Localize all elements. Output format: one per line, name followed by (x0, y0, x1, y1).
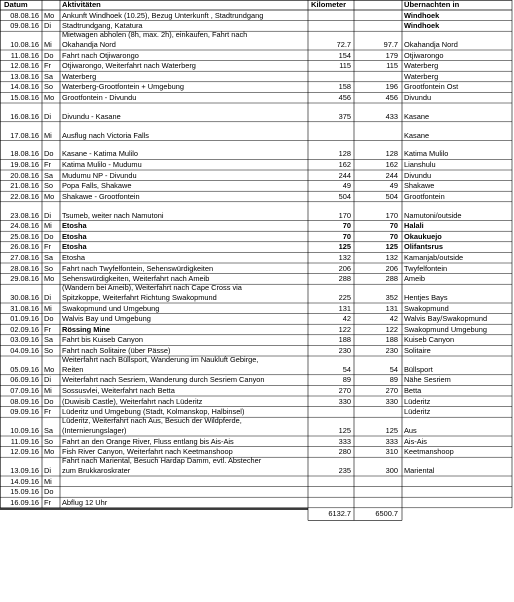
row-accommodation: Otjiwarongo (404, 51, 444, 60)
row-km-planned: 288 (338, 275, 351, 284)
row-date: 01.09.16 (10, 315, 39, 324)
row-km-planned: 170 (338, 211, 351, 220)
row-km-actual: 97.7 (383, 41, 398, 49)
row-weekday: Mi (44, 41, 52, 49)
row-weekday: Fr (44, 325, 51, 334)
row-accommodation: Okahandja Nord (404, 41, 458, 49)
row-activity: zum Brukkaroskrater (62, 467, 131, 475)
row-km-actual: 125 (385, 427, 398, 435)
row-km-actual: 270 (385, 387, 398, 395)
row-km-actual: 162 (385, 161, 398, 169)
row-km-planned (308, 132, 351, 143)
row-date: 10.08.16 (10, 41, 39, 49)
row-accommodation: Grootfontein Ost (404, 83, 459, 92)
row-date: 14.09.16 (10, 477, 39, 486)
row-km-planned: 125 (338, 427, 351, 435)
header-datum: Datum (4, 1, 28, 9)
row-activity: Sehenswürdigkeiten, Weiterfahrt nach Ameib (62, 275, 210, 284)
header-aktivitaeten: Aktivitäten (62, 1, 101, 9)
row-accommodation (404, 488, 511, 499)
row-activity: Etosha (62, 254, 86, 262)
row-accommodation: Divundu (404, 94, 432, 102)
row-date: 11.08.16 (10, 51, 39, 60)
row-km-planned: 125 (338, 243, 351, 252)
row-km-actual (354, 132, 398, 143)
row-accommodation: Katima Mulilo (404, 150, 449, 159)
row-activity: Fish River Canyon, Weiterfahrt nach Keetmanshoop (62, 448, 233, 457)
row-km-planned: 162 (338, 161, 351, 169)
row-accommodation: Shakawe (404, 182, 435, 191)
row-weekday: So (44, 182, 54, 191)
row-date: 23.08.16 (10, 211, 39, 220)
row-activity: Stadtrundgang, Katatura (62, 22, 143, 31)
row-activity: Fahrt nach Otjiwarongo (62, 51, 139, 60)
row-km-planned: 230 (338, 347, 351, 355)
row-activity: (Wandern bei Ameib), Weiterfahrt nach Cape Cross via (62, 284, 242, 293)
row-accommodation: Lüderitz (404, 397, 431, 406)
row-km-planned: 504 (338, 192, 351, 201)
row-accommodation: Waterberg (404, 72, 439, 81)
row-date: 16.09.16 (10, 498, 39, 507)
row-weekday: Do (44, 488, 54, 497)
row-km-actual: 122 (385, 325, 398, 334)
row-km-actual: 54 (389, 365, 398, 374)
row-km-planned: 70 (342, 232, 351, 241)
row-activity: Fahrt nach Twyfelfontein, Sehenswürdigkeiten (62, 264, 214, 273)
row-km-actual (354, 408, 398, 419)
row-date: 02.09.16 (10, 325, 39, 334)
row-km-actual: 504 (385, 192, 398, 201)
row-km-actual: 244 (385, 171, 398, 180)
row-activity: (Duwisib Castle), Weiterfahrt nach Lüderitz (62, 397, 203, 406)
row-km-planned: 225 (338, 294, 351, 302)
row-date: 09.09.16 (10, 408, 39, 417)
row-date: 03.09.16 (10, 336, 39, 345)
row-km-actual: 125 (385, 243, 398, 252)
header-uebernachten: Übernachten in (404, 1, 460, 9)
row-activity: Weiterfahrt nach Sesriem, Wanderung durch Sesriem Canyon (62, 376, 265, 385)
row-km-actual: 49 (389, 182, 398, 191)
row-date: 16.08.16 (10, 112, 39, 121)
row-km-planned: 206 (338, 264, 351, 273)
row-activity: Swakopmund und Umgebung (62, 304, 160, 313)
row-accommodation: Kasane (404, 112, 430, 121)
row-date: 13.09.16 (10, 467, 39, 475)
row-activity: (Internierungslager) (62, 427, 127, 435)
row-accommodation: Ais-Ais (404, 437, 427, 446)
row-weekday: Do (44, 397, 54, 406)
row-km-planned: 128 (338, 150, 351, 159)
row-activity: Reiten (62, 365, 84, 374)
row-activity: Waterberg-Grootfontein + Umgebung (62, 83, 184, 92)
row-weekday: Fr (44, 408, 51, 417)
row-date: 04.09.16 (10, 347, 39, 355)
row-km-planned: 42 (342, 315, 351, 324)
row-weekday: So (44, 437, 54, 446)
row-weekday: Mo (44, 448, 55, 457)
row-weekday: Do (44, 232, 54, 241)
row-date: 29.08.16 (10, 275, 39, 284)
row-activity: Divundu - Kasane (62, 112, 121, 121)
row-km-planned (308, 478, 351, 489)
row-km-planned: 270 (338, 387, 351, 395)
row-date: 25.08.16 (10, 232, 39, 241)
row-date: 08.08.16 (10, 11, 39, 20)
row-km-actual: 170 (385, 211, 398, 220)
row-date: 14.08.16 (10, 83, 39, 92)
row-weekday: Mi (44, 304, 52, 313)
row-weekday: Sa (44, 254, 54, 262)
row-weekday: Di (44, 467, 51, 475)
row-activity: Etosha (62, 222, 87, 231)
row-weekday: Mi (44, 131, 52, 140)
row-weekday: Mo (44, 94, 55, 102)
row-accommodation: Nähe Sesriem (404, 376, 451, 385)
row-weekday: So (44, 264, 54, 273)
row-activity: Grootfontein - Divundu (62, 94, 137, 102)
row-activity: Fahrt bis Kuiseb Canyon (62, 336, 143, 345)
row-activity: Waterberg (62, 72, 97, 81)
row-accommodation: Kuiseb Canyon (404, 336, 455, 345)
row-accommodation: Betta (404, 387, 422, 395)
row-activity: Popa Falls, Shakawe (62, 182, 132, 191)
row-activity: Mudumu NP - Divundu (62, 171, 137, 180)
row-accommodation: Mariental (404, 467, 435, 475)
row-date: 20.08.16 (10, 171, 39, 180)
row-km-planned: 132 (338, 254, 351, 262)
header-kilometer: Kilometer (311, 1, 347, 9)
row-accommodation: Twyfelfontein (404, 264, 448, 273)
row-km-actual (354, 73, 398, 84)
row-accommodation: Lüderitz (404, 408, 431, 417)
row-km-actual: 206 (385, 264, 398, 273)
row-km-planned (308, 499, 351, 510)
row-weekday: Sa (44, 171, 54, 180)
row-date: 30.08.16 (10, 294, 39, 302)
row-km-actual: 131 (385, 304, 398, 313)
row-km-actual: 310 (385, 448, 398, 457)
row-date: 10.09.16 (10, 427, 39, 435)
row-km-actual: 132 (385, 254, 398, 262)
row-km-planned: 89 (342, 376, 351, 385)
row-date: 08.09.16 (10, 397, 39, 406)
row-accommodation: Okaukuejo (404, 232, 442, 241)
row-accommodation: Grootfontein (404, 192, 445, 201)
row-activity: Tsumeb, weiter nach Namutoni (62, 211, 164, 220)
row-activity: Lüderitz und Umgebung (Stadt, Kolmanskop, Halbinsel) (62, 408, 245, 417)
row-accommodation: Kamanjab/outside (404, 254, 464, 262)
row-activity (62, 478, 307, 489)
row-km-actual: 288 (385, 275, 398, 284)
row-km-actual (354, 478, 398, 489)
row-weekday: Do (44, 315, 54, 324)
row-date: 15.08.16 (10, 94, 39, 102)
row-date: 05.09.16 (10, 365, 39, 374)
row-accommodation: Windhoek (404, 11, 440, 20)
row-km-planned: 122 (338, 325, 351, 334)
row-km-actual: 300 (385, 467, 398, 475)
row-km-actual: 188 (385, 336, 398, 345)
row-date: 27.08.16 (10, 254, 39, 262)
row-date: 28.08.16 (10, 264, 39, 273)
row-activity: Shakawe - Grootfontein (62, 192, 140, 201)
row-km-actual: 115 (386, 62, 398, 71)
row-km-actual: 433 (385, 112, 398, 121)
row-weekday: Sa (44, 72, 54, 81)
row-weekday: Di (44, 211, 51, 220)
row-weekday: Fr (44, 498, 51, 507)
row-date: 15.09.16 (10, 488, 39, 497)
row-accommodation: Aus (404, 427, 417, 435)
row-km-planned (308, 408, 351, 419)
row-accommodation (404, 478, 511, 489)
row-date: 21.08.16 (10, 182, 39, 191)
row-activity: Fahrt an den Orange River, Fluss entlang bis Ais-Ais (62, 437, 234, 446)
row-date: 09.08.16 (10, 22, 39, 31)
row-activity: Spitzkoppe, Weiterfahrt Richtung Swakopmund (62, 294, 217, 302)
row-km-planned: 280 (338, 448, 351, 457)
row-km-planned: 333 (338, 437, 351, 446)
row-weekday: Mo (44, 275, 55, 284)
row-accommodation: Ameib (404, 275, 425, 284)
row-accommodation: Halali (404, 222, 424, 231)
row-km-planned: 235 (338, 467, 351, 475)
row-km-actual (354, 499, 398, 510)
row-km-planned: 330 (338, 397, 351, 406)
row-accommodation: Divundu (404, 171, 432, 180)
row-date: 19.08.16 (10, 161, 39, 169)
row-accommodation: Swakopmund Umgebung (404, 325, 487, 334)
row-date: 24.08.16 (10, 222, 39, 231)
row-activity: Etosha (62, 243, 87, 252)
total-km-planned: 6132.7 (328, 509, 351, 518)
row-date: 07.09.16 (10, 387, 39, 395)
row-km-planned: 115 (339, 62, 351, 71)
row-date: 31.08.16 (10, 304, 39, 313)
row-weekday: Di (44, 376, 51, 385)
row-km-actual: 179 (385, 51, 398, 60)
row-activity: Sossusvlei, Weiterfahrt nach Betta (62, 387, 175, 395)
row-accommodation: Keetmanshoop (404, 448, 454, 457)
row-km-planned: 54 (342, 365, 351, 374)
row-weekday: Fr (44, 161, 51, 169)
row-km-actual (354, 22, 398, 33)
row-km-planned (308, 22, 351, 33)
row-km-actual: 196 (385, 83, 398, 92)
row-weekday: Di (44, 112, 51, 121)
row-km-planned: 375 (338, 112, 351, 121)
row-km-planned: 154 (338, 51, 351, 60)
row-date: 18.08.16 (10, 150, 39, 159)
row-accommodation: Windhoek (404, 22, 440, 31)
row-km-planned: 131 (338, 304, 351, 313)
row-activity: Fahrt nach Solitaire (über Pässe) (62, 347, 171, 355)
row-activity: Okahandja Nord (62, 41, 116, 49)
row-activity: Ankunft Windhoek (10.25), Bezug Unterkunft , Stadtrundgang (62, 11, 264, 20)
row-weekday: So (44, 347, 54, 355)
row-km-actual: 352 (385, 294, 398, 302)
row-km-planned: 456 (338, 94, 351, 102)
row-weekday: Fr (44, 243, 51, 252)
row-weekday: So (44, 83, 54, 92)
row-date: 17.08.16 (10, 131, 39, 140)
row-weekday: Sa (44, 427, 54, 435)
row-accommodation: Büllsport (404, 365, 433, 374)
row-weekday: Do (44, 51, 54, 60)
row-date: 12.09.16 (10, 448, 39, 457)
row-km-planned: 158 (338, 83, 351, 92)
row-date: 22.08.16 (10, 192, 39, 201)
row-date: 26.08.16 (10, 243, 39, 252)
row-km-planned: 244 (338, 171, 351, 180)
row-weekday: Mo (44, 192, 55, 201)
row-accommodation: Waterberg (404, 62, 439, 71)
row-km-actual: 70 (389, 222, 398, 231)
row-activity: Etosha (62, 232, 87, 241)
row-km-planned: 49 (342, 182, 351, 191)
row-activity (62, 488, 307, 499)
row-accommodation: Olifantsrus (404, 243, 444, 252)
row-km-actual: 128 (385, 150, 398, 159)
row-km-actual (354, 488, 398, 499)
row-weekday: Mo (44, 11, 55, 20)
row-accommodation: Solitaire (404, 347, 431, 355)
row-activity: Otjiwarongo, Weiterfahrt nach Waterberg (62, 62, 196, 71)
row-km-actual: 89 (389, 376, 398, 385)
row-weekday: Do (44, 150, 54, 159)
row-activity: Ausflug nach Victoria Falls (62, 131, 149, 140)
row-weekday: Fr (44, 62, 51, 71)
row-km-actual: 70 (389, 232, 398, 241)
row-km-actual: 333 (385, 437, 398, 446)
row-activity: Fahrt nach Mariental, Besuch Hardap Damm, evtl. Abstecher (62, 457, 262, 466)
row-date: 06.09.16 (10, 376, 39, 385)
row-accommodation: Namutoni/outside (404, 211, 462, 220)
row-accommodation: Lianshulu (404, 161, 436, 169)
row-weekday: Di (44, 22, 51, 31)
row-activity: Rössing Mine (62, 325, 111, 334)
row-km-planned: 70 (342, 222, 351, 231)
row-weekday: Mi (44, 222, 52, 231)
row-km-actual: 230 (385, 347, 398, 355)
row-activity: Lüderitz, Weiterfahrt nach Aus, Besuch der Wildpferde, (62, 417, 242, 426)
row-accommodation: Kasane (404, 131, 430, 140)
row-km-planned: 188 (338, 336, 351, 345)
row-km-planned: 72.7 (336, 41, 351, 49)
row-km-actual (354, 12, 398, 23)
row-km-planned (308, 12, 351, 23)
row-accommodation (404, 499, 511, 510)
row-weekday: Mi (44, 477, 52, 486)
row-weekday: Mo (44, 365, 55, 374)
row-accommodation: Swakopmund (404, 304, 449, 313)
row-km-actual: 42 (389, 315, 398, 324)
row-km-actual: 330 (385, 397, 398, 406)
row-activity: Weiterfahrt nach Büllsport, Wanderung im Naukluft Gebirge, (62, 356, 259, 365)
row-date: 12.08.16 (10, 62, 39, 71)
row-activity: Abflug 12 Uhr (62, 498, 108, 507)
row-activity: Mietwagen abholen (8h, max. 2h), einkaufen, Fahrt nach (62, 31, 248, 40)
row-km-planned (308, 73, 351, 84)
row-date: 11.09.16 (10, 437, 39, 446)
row-activity: Walvis Bay und Umgebung (62, 315, 151, 324)
total-km-actual: 6500.7 (375, 509, 398, 518)
row-date: 13.08.16 (10, 72, 39, 81)
row-km-planned (308, 488, 351, 499)
row-activity: Katima Mulilo - Mudumu (62, 161, 142, 169)
row-accommodation: Hentjes Bays (404, 294, 448, 302)
row-accommodation: Walvis Bay/Swakopmund (404, 315, 488, 324)
row-activity: Kasane - Katima Mulilo (62, 150, 138, 159)
row-weekday: Sa (44, 336, 54, 345)
row-km-actual: 456 (385, 94, 398, 102)
row-weekday: Di (44, 294, 51, 302)
row-weekday: Mi (44, 387, 52, 395)
